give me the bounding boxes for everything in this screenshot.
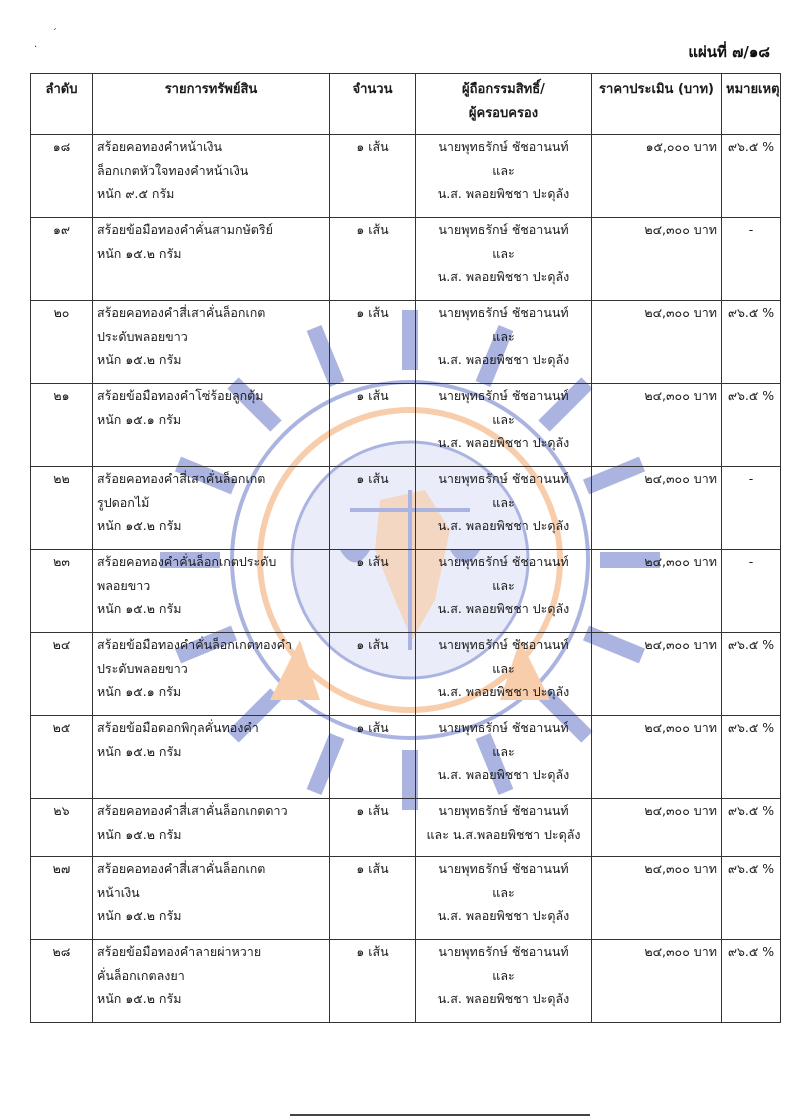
owner-line: และ <box>492 328 515 344</box>
row-item <box>93 301 330 384</box>
row-note: ๙๖.๕ % <box>722 940 781 1023</box>
row-item <box>93 550 330 633</box>
item-line: พลอยขาว <box>97 577 151 593</box>
row-qty: ๑ เส้น <box>330 550 416 633</box>
row-note: ๙๖.๕ % <box>722 716 781 799</box>
row-qty: ๑ เส้น <box>330 384 416 467</box>
row-qty: ๑ เส้น <box>330 857 416 940</box>
row-item <box>93 384 330 467</box>
row-price: ๒๔,๓๐๐ บาท <box>592 218 722 301</box>
owner-line: น.ส. พลอยพิชชา ปะดุลัง <box>437 186 570 201</box>
owner-line: นายพุทธรักษ์ ชัชอานนท์ <box>438 554 569 569</box>
table-row <box>31 218 781 301</box>
table-row <box>31 467 781 550</box>
row-number: ๑๘ <box>31 135 93 218</box>
row-owner <box>416 550 592 633</box>
owner-line: น.ส. พลอยพิชชา ปะดุลัง <box>437 601 570 616</box>
footer-rule <box>290 1114 590 1116</box>
col-header-owner <box>416 74 592 135</box>
asset-table <box>30 73 781 1023</box>
owner-line: น.ส. พลอยพิชชา ปะดุลัง <box>437 518 570 533</box>
item-line: สร้อยข้อมือทองคำโซ่ร้อยลูกตุ้ม <box>97 388 264 403</box>
row-qty: ๑ เส้น <box>330 799 416 857</box>
item-line: หนัก ๑๕.๒ กรัม <box>97 826 182 842</box>
item-line: หนัก ๑๕.๒ กรัม <box>97 601 182 616</box>
row-item <box>93 218 330 301</box>
owner-line: นายพุทธรักษ์ ชัชอานนท์ <box>438 944 569 959</box>
row-note: ๙๖.๕ % <box>722 384 781 467</box>
col-header-price: ราคาประเมิน (บาท) <box>592 74 722 135</box>
owner-line: และ <box>492 967 515 983</box>
owner-line: นายพุทธรักษ์ ชัชอานนท์ <box>438 803 569 818</box>
row-number: ๒๘ <box>31 940 93 1023</box>
row-note: ๙๖.๕ % <box>722 857 781 940</box>
row-price: ๒๔,๓๐๐ บาท <box>592 301 722 384</box>
owner-line: นายพุทธรักษ์ ชัชอานนท์ <box>438 388 569 403</box>
item-line: สร้อยข้อมือทองคำคั่นล็อกเกตทองคำ <box>97 637 293 652</box>
table-row <box>31 550 781 633</box>
row-qty: ๑ เส้น <box>330 940 416 1023</box>
col-header-owner-line1: ผู้ถือกรรมสิทธิ์/ <box>462 82 545 97</box>
table-row <box>31 135 781 218</box>
item-line: หนัก ๑๕.๒ กรัม <box>97 352 182 367</box>
row-number: ๒๗ <box>31 857 93 940</box>
row-item <box>93 633 330 716</box>
page-number: แผ่นที่ ๗/๑๘ <box>688 43 770 61</box>
row-price: ๒๔,๓๐๐ บาท <box>592 550 722 633</box>
owner-line: น.ส. พลอยพิชชา ปะดุลัง <box>437 767 570 782</box>
item-line: หนัก ๑๕.๒ กรัม <box>97 743 182 759</box>
owner-line: และ <box>492 245 515 261</box>
row-note: - <box>722 550 781 633</box>
row-price: ๒๔,๓๐๐ บาท <box>592 857 722 940</box>
row-note: - <box>722 218 781 301</box>
owner-line: นายพุทธรักษ์ ชัชอานนท์ <box>438 720 569 735</box>
row-note: ๙๖.๕ % <box>722 633 781 716</box>
owner-line: นายพุทธรักษ์ ชัชอานนท์ <box>438 222 569 237</box>
row-qty: ๑ เส้น <box>330 135 416 218</box>
row-item <box>93 799 330 857</box>
owner-line: น.ส. พลอยพิชชา ปะดุลัง <box>437 908 570 923</box>
table-row <box>31 633 781 716</box>
item-line: สร้อยคอทองคำคั่นล็อกเกตประดับ <box>97 554 277 569</box>
table-row <box>31 384 781 467</box>
col-header-owner-line2: ผู้ครอบครอง <box>468 106 539 121</box>
owner-line: น.ส. พลอยพิชชา ปะดุลัง <box>437 991 570 1006</box>
scan-dot: · <box>34 42 38 53</box>
item-line: รูปดอกไม้ <box>97 494 150 510</box>
table-row <box>31 716 781 799</box>
row-owner <box>416 384 592 467</box>
table-header-row <box>31 74 781 135</box>
owner-line: และ <box>492 162 515 178</box>
owner-line: น.ส. พลอยพิชชา ปะดุลัง <box>437 684 570 699</box>
owner-line: และ <box>492 743 515 759</box>
item-line: ประดับพลอยขาว <box>97 328 188 344</box>
scan-mark: ´ <box>52 28 57 39</box>
col-header-no: ลำดับ <box>31 74 93 135</box>
col-header-note: หมายเหตุ <box>722 74 781 135</box>
row-owner <box>416 218 592 301</box>
owner-line: และ <box>492 494 515 510</box>
row-price: ๒๔,๓๐๐ บาท <box>592 716 722 799</box>
item-line: หนัก ๑๕.๒ กรัม <box>97 518 182 533</box>
row-qty: ๑ เส้น <box>330 301 416 384</box>
row-item <box>93 135 330 218</box>
row-owner <box>416 467 592 550</box>
item-line: หนัก ๑๕.๒ กรัม <box>97 245 182 261</box>
item-line: หนัก ๑๕.๒ กรัม <box>97 908 182 923</box>
row-number: ๒๑ <box>31 384 93 467</box>
row-item <box>93 467 330 550</box>
owner-line: น.ส. พลอยพิชชา ปะดุลัง <box>437 352 570 367</box>
item-line: สร้อยคอทองคำสี่เสาคั่นล็อกเกต <box>97 861 266 876</box>
row-price: ๒๔,๓๐๐ บาท <box>592 467 722 550</box>
item-line: หนัก ๙.๕ กรัม <box>97 186 175 201</box>
owner-line: และ <box>492 884 515 900</box>
row-item <box>93 857 330 940</box>
row-qty: ๑ เส้น <box>330 633 416 716</box>
row-owner <box>416 857 592 940</box>
item-line: สร้อยข้อมือทองคำคั่นสามกษัตริย์ <box>97 222 273 237</box>
row-item <box>93 716 330 799</box>
col-header-qty: จำนวน <box>330 74 416 135</box>
table-row <box>31 301 781 384</box>
owner-line: และ <box>492 660 515 676</box>
row-qty: ๑ เส้น <box>330 716 416 799</box>
owner-line: นายพุทธรักษ์ ชัชอานนท์ <box>438 637 569 652</box>
table-row <box>31 940 781 1023</box>
row-owner <box>416 135 592 218</box>
item-line: สร้อยข้อมือดอกพิกุลคั่นทองคำ <box>97 720 259 735</box>
item-line: สร้อยคอทองคำสี่เสาคั่นล็อกเกต <box>97 305 266 320</box>
row-number: ๒๔ <box>31 633 93 716</box>
row-number: ๒๐ <box>31 301 93 384</box>
row-note: - <box>722 467 781 550</box>
row-price: ๒๔,๓๐๐ บาท <box>592 384 722 467</box>
item-line: หน้าเงิน <box>97 884 140 900</box>
item-line: คั่นล็อกเกตลงยา <box>97 967 185 983</box>
row-note: ๙๖.๕ % <box>722 135 781 218</box>
item-line: สร้อยคอทองคำสี่เสาคั่นล็อกเกตดาว <box>97 803 288 818</box>
row-qty: ๑ เส้น <box>330 218 416 301</box>
owner-line: นายพุทธรักษ์ ชัชอานนท์ <box>438 471 569 486</box>
row-number: ๒๖ <box>31 799 93 857</box>
row-number: ๒๕ <box>31 716 93 799</box>
item-line: หนัก ๑๕.๒ กรัม <box>97 991 182 1006</box>
row-owner <box>416 301 592 384</box>
table-row <box>31 857 781 940</box>
row-price: ๑๕,๐๐๐ บาท <box>592 135 722 218</box>
item-line: ล็อกเกตหัวใจทองคำหน้าเงิน <box>97 162 249 178</box>
row-item <box>93 940 330 1023</box>
row-owner <box>416 633 592 716</box>
row-number: ๑๙ <box>31 218 93 301</box>
row-owner <box>416 940 592 1023</box>
item-line: ประดับพลอยขาว <box>97 660 188 676</box>
item-line: สร้อยข้อมือทองคำลายผ่าหวาย <box>97 944 262 959</box>
item-line: สร้อยคอทองคำสี่เสาคั่นล็อกเกต <box>97 471 266 486</box>
row-price: ๒๔,๓๐๐ บาท <box>592 799 722 857</box>
row-qty: ๑ เส้น <box>330 467 416 550</box>
owner-line: และ <box>492 411 515 427</box>
item-line: สร้อยคอทองคำหน้าเงิน <box>97 139 222 154</box>
row-number: ๒๓ <box>31 550 93 633</box>
col-header-item: รายการทรัพย์สิน <box>93 74 330 135</box>
item-line: หนัก ๑๕.๑ กรัม <box>97 684 182 699</box>
row-owner <box>416 716 592 799</box>
owner-line: นายพุทธรักษ์ ชัชอานนท์ <box>438 139 569 154</box>
row-price: ๒๔,๓๐๐ บาท <box>592 633 722 716</box>
owner-line: นายพุทธรักษ์ ชัชอานนท์ <box>438 305 569 320</box>
item-line: หนัก ๑๕.๑ กรัม <box>97 411 182 427</box>
row-note: ๙๖.๕ % <box>722 301 781 384</box>
owner-line: นายพุทธรักษ์ ชัชอานนท์ <box>438 861 569 876</box>
owner-line: และ น.ส.พลอยพิชชา ปะดุลัง <box>426 826 581 842</box>
row-price: ๒๔,๓๐๐ บาท <box>592 940 722 1023</box>
table-row <box>31 799 781 857</box>
owner-line: และ <box>492 577 515 593</box>
row-number: ๒๒ <box>31 467 93 550</box>
row-owner <box>416 799 592 857</box>
owner-line: น.ส. พลอยพิชชา ปะดุลัง <box>437 435 570 450</box>
row-note: ๙๖.๕ % <box>722 799 781 857</box>
owner-line: น.ส. พลอยพิชชา ปะดุลัง <box>437 269 570 284</box>
